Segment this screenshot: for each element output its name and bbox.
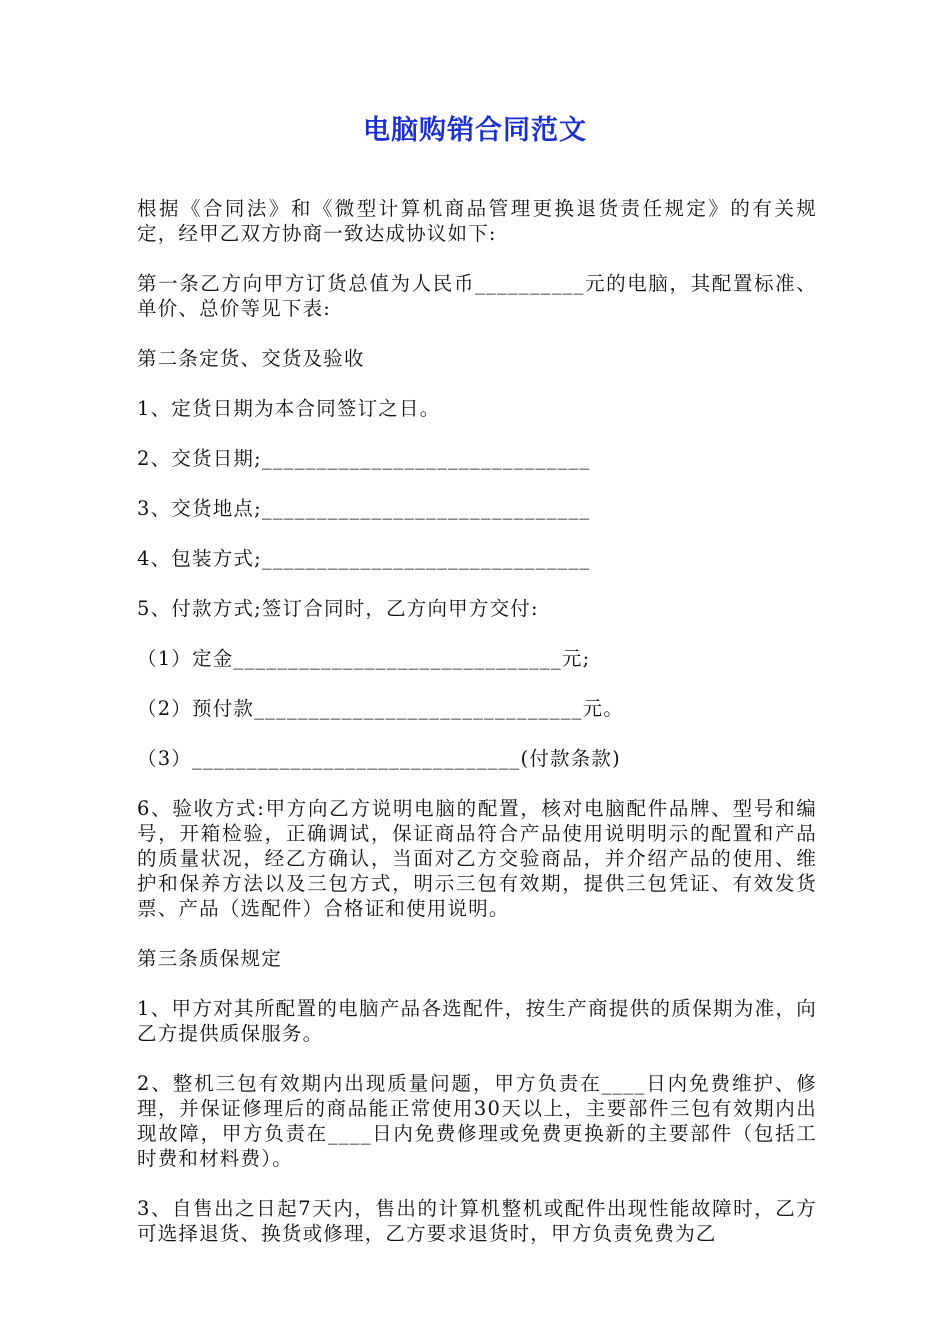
paragraph-acceptance: 6、验收方式:甲方向乙方说明电脑的配置，核对电脑配件品牌、型号和编号，开箱检验，正确调试，保证商品符合产品使用说明明示的配置和产品的质量状况，经乙方确认，当面对乙方交验商品，并介绍产品的使用、维护和保养方法以及三包方式，明示三包有效期，提供三包凭证、有效发货票、产品（选配件）合格证和使用说明。 — [137, 797, 817, 920]
paragraph-payment-method: 5、付款方式;签订合同时，乙方向甲方交付: — [137, 597, 539, 620]
paragraph-warranty-1: 1、甲方对其所配置的电脑产品各选配件，按生产商提供的质保期为准，向乙方提供质保服务。 — [137, 997, 817, 1045]
paragraph-article-3-heading: 第三条质保规定 — [137, 947, 282, 970]
paragraph-delivery-place: 3、交货地点;______________________________ — [137, 497, 591, 520]
paragraph-payment-terms: （3）______________________________(付款条款) — [137, 747, 621, 770]
paragraph-delivery-date: 2、交货日期;______________________________ — [137, 447, 591, 470]
paragraph-warranty-2: 2、整机三包有效期内出现质量问题，甲方负责在____日内免费维护、修理，并保证修理后的商品能正常使用30天以上，主要部件三包有效期内出现故障，甲方负责在____日内免费修理或免费更换新的主要部件（包括工时费和材料费）。 — [137, 1072, 817, 1170]
paragraph-prepayment: （2）预付款______________________________元。 — [137, 697, 625, 720]
paragraph-order-date: 1、定货日期为本合同签订之日。 — [137, 397, 441, 420]
document-title: 电脑购销合同范文 — [363, 115, 587, 146]
paragraph-article-2-heading: 第二条定货、交货及验收 — [137, 347, 365, 370]
paragraph-packaging: 4、包装方式;______________________________ — [137, 547, 591, 570]
paragraph-preamble: 根据《合同法》和《微型计算机商品管理更换退货责任规定》的有关规定，经甲乙双方协商一致达成协议如下: — [137, 197, 817, 245]
paragraph-deposit: （1）定金______________________________元; — [137, 647, 591, 670]
paragraph-warranty-3: 3、自售出之日起7天内，售出的计算机整机或配件出现性能故障时，乙方可选择退货、换货或修理，乙方要求退货时，甲方负责免费为乙 — [137, 1197, 817, 1245]
paragraph-article-1: 第一条乙方向甲方订货总值为人民币__________元的电脑，其配置标准、单价、总价等见下表: — [137, 272, 817, 320]
document-body — [137, 196, 817, 1271]
